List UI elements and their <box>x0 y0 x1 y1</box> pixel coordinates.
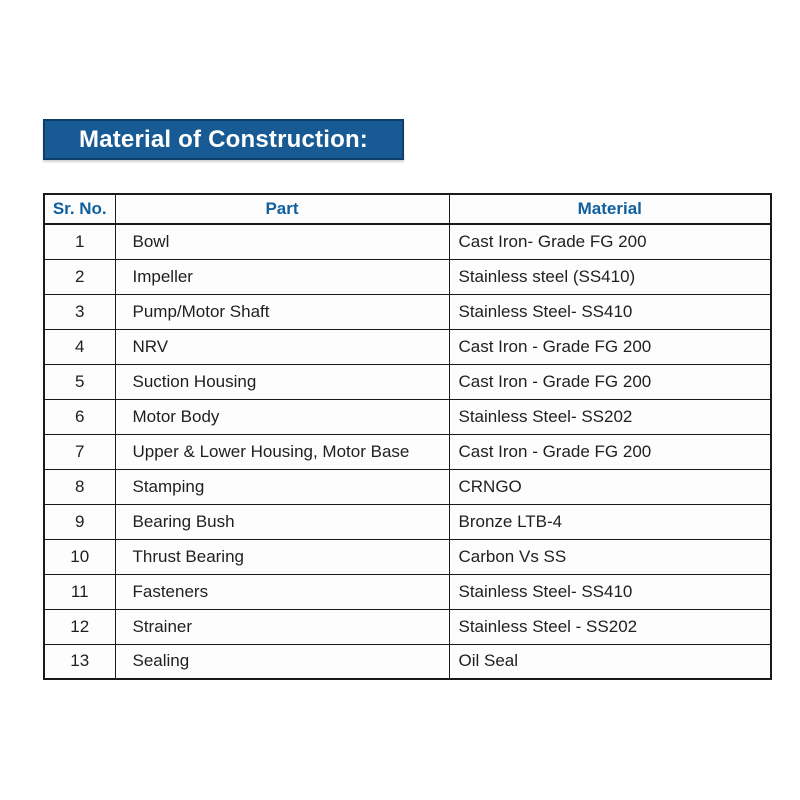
table-row <box>44 539 771 574</box>
cell-part: Stamping <box>115 469 449 504</box>
cell-sr-no: 12 <box>44 609 115 644</box>
cell-material: Cast Iron - Grade FG 200 <box>449 364 771 399</box>
cell-sr-no: 7 <box>44 434 115 469</box>
cell-part: Sealing <box>115 644 449 679</box>
cell-sr-no: 10 <box>44 539 115 574</box>
table-row <box>44 294 771 329</box>
table-row <box>44 434 771 469</box>
cell-material: Cast Iron- Grade FG 200 <box>449 224 771 259</box>
cell-part: Pump/Motor Shaft <box>115 294 449 329</box>
column-header-sr-no: Sr. No. <box>44 194 115 224</box>
table-row <box>44 224 771 259</box>
table-row <box>44 609 771 644</box>
cell-sr-no: 8 <box>44 469 115 504</box>
material-of-construction-table <box>43 193 772 680</box>
table-row <box>44 469 771 504</box>
cell-sr-no: 5 <box>44 364 115 399</box>
cell-sr-no: 13 <box>44 644 115 679</box>
cell-material: Oil Seal <box>449 644 771 679</box>
cell-part: Motor Body <box>115 399 449 434</box>
table-row <box>44 504 771 539</box>
cell-material: Stainless Steel- SS410 <box>449 574 771 609</box>
cell-material: Stainless steel (SS410) <box>449 259 771 294</box>
cell-part: Fasteners <box>115 574 449 609</box>
cell-material: Stainless Steel- SS202 <box>449 399 771 434</box>
table-header-row <box>44 194 771 224</box>
table-row <box>44 644 771 679</box>
cell-material: Carbon Vs SS <box>449 539 771 574</box>
cell-sr-no: 3 <box>44 294 115 329</box>
cell-sr-no: 9 <box>44 504 115 539</box>
table-row <box>44 399 771 434</box>
cell-material: Stainless Steel - SS202 <box>449 609 771 644</box>
cell-part: Impeller <box>115 259 449 294</box>
cell-sr-no: 2 <box>44 259 115 294</box>
cell-part: NRV <box>115 329 449 364</box>
table-row <box>44 574 771 609</box>
cell-part: Thrust Bearing <box>115 539 449 574</box>
cell-part: Strainer <box>115 609 449 644</box>
cell-material: Cast Iron - Grade FG 200 <box>449 434 771 469</box>
column-header-part: Part <box>115 194 449 224</box>
table-row <box>44 329 771 364</box>
cell-part: Bowl <box>115 224 449 259</box>
cell-material: CRNGO <box>449 469 771 504</box>
section-title: Material of Construction: <box>79 125 369 153</box>
cell-sr-no: 1 <box>44 224 115 259</box>
cell-sr-no: 11 <box>44 574 115 609</box>
table-row <box>44 259 771 294</box>
cell-material: Cast Iron - Grade FG 200 <box>449 329 771 364</box>
cell-sr-no: 6 <box>44 399 115 434</box>
table-row <box>44 364 771 399</box>
cell-part: Bearing Bush <box>115 504 449 539</box>
cell-material: Bronze LTB-4 <box>449 504 771 539</box>
cell-material: Stainless Steel- SS410 <box>449 294 771 329</box>
cell-sr-no: 4 <box>44 329 115 364</box>
column-header-material: Material <box>449 194 771 224</box>
cell-part: Upper & Lower Housing, Motor Base <box>115 434 449 469</box>
cell-part: Suction Housing <box>115 364 449 399</box>
section-title-banner <box>43 119 404 160</box>
